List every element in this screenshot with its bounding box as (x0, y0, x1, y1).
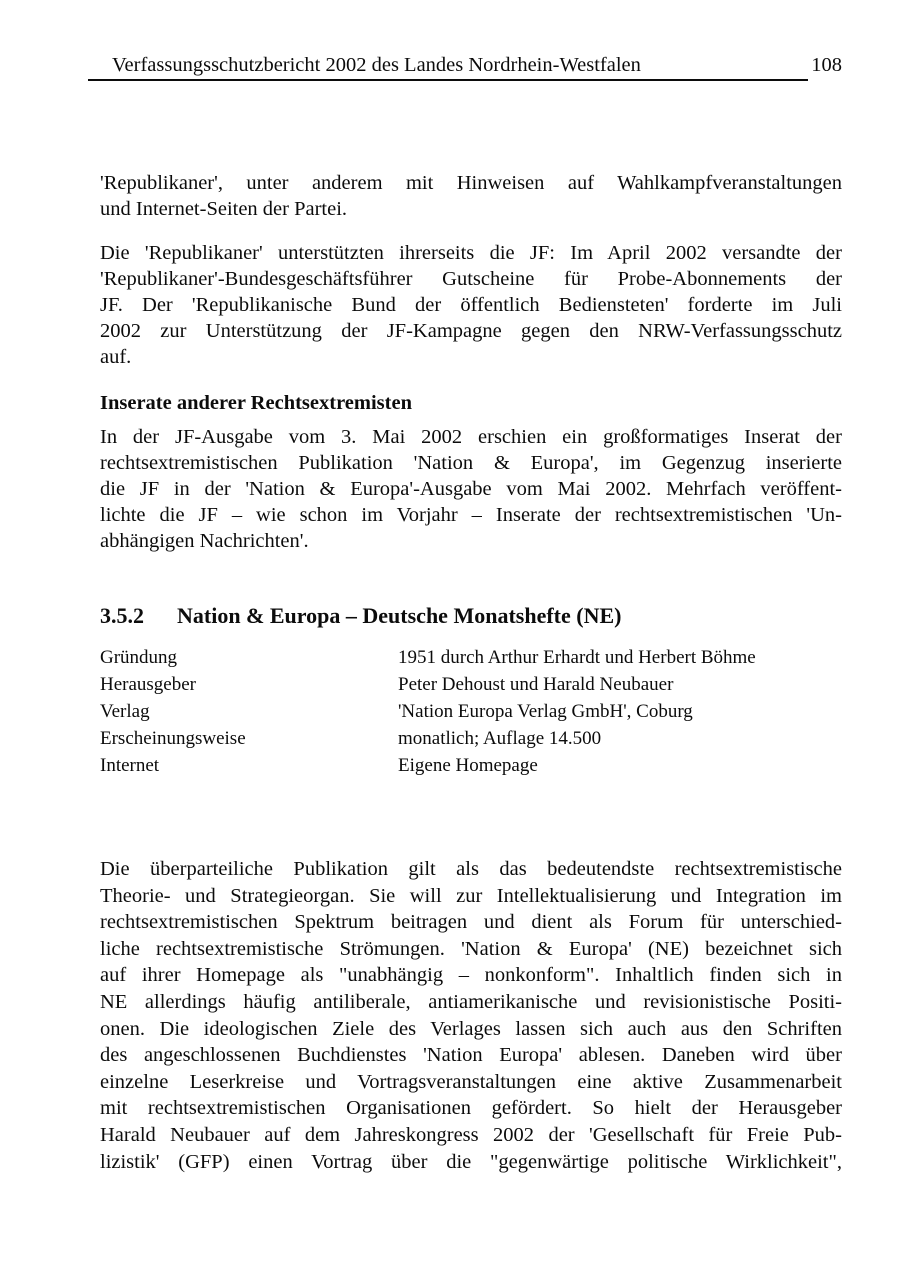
text-line: 2002 zur Unterstützung der JF-Kampagne gegen den NRW-Verfassungsschutz (100, 320, 842, 342)
text-line: onen. Die ideologischen Ziele des Verlages lassen sich auch aus den Schriften (100, 1017, 842, 1040)
text-line: auf. (100, 346, 132, 368)
text-line: In der JF-Ausgabe vom 3. Mai 2002 erschien ein großformatiges Inserat der (100, 426, 842, 448)
paragraph (100, 240, 842, 370)
page-header-title: Verfassungsschutzbericht 2002 des Landes Nordrhein-Westfalen (112, 54, 641, 76)
row-value: Peter Dehoust und Harald Neubauer (398, 674, 674, 695)
row-value: 1951 durch Arthur Erhardt und Herbert Böhme (398, 647, 756, 668)
row-value: monatlich; Auflage 14.500 (398, 728, 602, 749)
text-line: mit rechtsextremistischen Organisationen gefördert. So hielt der Herausgeber (100, 1097, 842, 1120)
row-label: Herausgeber (100, 674, 197, 695)
text-line: abhängigen Nachrichten'. (100, 530, 309, 552)
table-row (100, 644, 842, 671)
text-line: lichte die JF – wie schon im Vorjahr – Inserate der rechtsextremistischen 'Un- (100, 504, 842, 526)
text-line: Harald Neubauer auf dem Jahreskongress 2002 der 'Gesellschaft für Freie Pub- (100, 1123, 842, 1146)
row-label: Gründung (100, 647, 178, 668)
text-line: Die überparteiliche Publikation gilt als das bedeutendste rechtsextremistische (100, 858, 842, 880)
row-label: Internet (100, 755, 160, 776)
document-body (100, 170, 842, 1175)
row-label: Verlag (100, 701, 150, 722)
row-label: Erscheinungsweise (100, 728, 246, 749)
text-line: und Internet-Seiten der Partei. (100, 198, 348, 220)
text-line: auf ihrer Homepage als "unabhängig – nonkonform". Inhaltlich finden sich in (100, 964, 842, 987)
subheading: Inserate anderer Rechtsextremisten (100, 392, 412, 414)
row-value: Eigene Homepage (398, 755, 538, 776)
page-number: 108 (811, 54, 842, 76)
text-line: die JF in der 'Nation & Europa'-Ausgabe vom Mai 2002. Mehrfach veröffent- (100, 478, 842, 500)
text-line: einzelne Leserkreise und Vortragsveranstaltungen eine aktive Zusammenarbeit (100, 1070, 842, 1093)
text-line: lizistik' (GFP) einen Vortrag über die "gegenwärtige politische Wirklichkeit", (100, 1150, 842, 1173)
row-value: 'Nation Europa Verlag GmbH', Coburg (398, 701, 693, 722)
text-line: Theorie- und Strategieorgan. Sie will zur Intellektualisierung und Integration im (100, 884, 842, 907)
text-line: rechtsextremistischen Publikation 'Nation & Europa', im Gegenzug inserierte (100, 452, 842, 474)
section-title: Nation & Europa – Deutsche Monatshefte (NE) (177, 603, 622, 628)
paragraph (100, 856, 842, 1175)
text-line: liche rechtsextremistische Strömungen. 'Nation & Europa' (NE) bezeichnet sich (100, 937, 842, 960)
text-line: des angeschlossenen Buchdienstes 'Nation Europa' ablesen. Daneben wird über (100, 1044, 842, 1067)
section-heading (100, 601, 842, 631)
table-row (100, 671, 842, 698)
table-row (100, 698, 842, 725)
text-line: rechtsextremistischen Spektrum beitragen und dient als Forum für unterschied- (100, 911, 842, 934)
text-line: 'Republikaner'-Bundesgeschäftsführer Gutscheine für Probe-Abonnements der (100, 268, 842, 290)
header-rule (88, 79, 808, 81)
section-number: 3.5.2 (100, 603, 144, 628)
text-line: Die 'Republikaner' unterstützten ihrerseits die JF: Im April 2002 versandte der (100, 242, 842, 264)
table-row (100, 752, 842, 779)
table-row (100, 725, 842, 752)
text-line: NE allerdings häufig antiliberale, antiamerikanische und revisionistische Positi- (100, 990, 842, 1013)
text-line: JF. Der 'Republikanische Bund der öffentlich Bediensteten' forderte im Juli (100, 294, 842, 316)
paragraph (100, 170, 842, 222)
paragraph (100, 424, 842, 554)
text-line: 'Republikaner', unter anderem mit Hinweisen auf Wahlkampfveranstaltungen (100, 172, 842, 194)
info-table (100, 644, 842, 779)
